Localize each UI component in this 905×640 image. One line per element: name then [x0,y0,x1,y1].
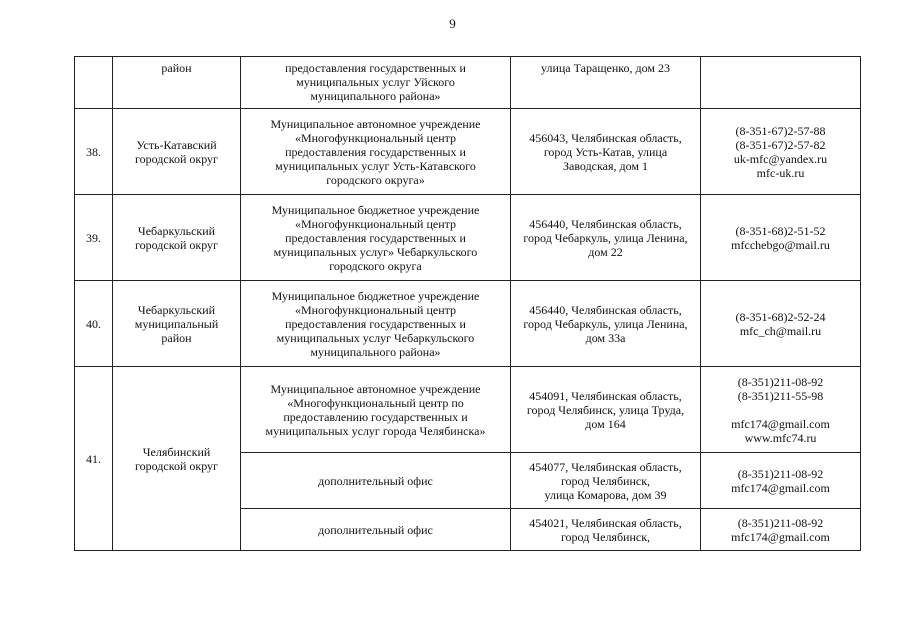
row-number: 38. [75,109,113,195]
address-line: 456043, Челябинская область, [529,130,682,145]
organization-line: Муниципальное автономное учреждение [270,116,481,131]
email-address: mfcchebgo@mail.ru [731,237,830,252]
email-address: mfc174@gmail.com [731,416,830,431]
district-line: Усть-Катавский [136,137,217,152]
organization-line: «Многофункциональный центр [294,216,457,231]
address-line: город Усть-Катав, улица [543,144,668,159]
email-address: mfc174@gmail.com [731,529,830,544]
address-line: дом 22 [588,244,623,259]
address-line: город Чебаркуль, улица Ленина, [523,316,688,331]
phone-number: (8-351-67)2-57-88 [735,123,826,138]
district-cell [113,367,241,551]
phone-number: (8-351)211-08-92 [737,515,824,530]
table-row [75,57,861,109]
organization-line: предоставления государственных и [285,230,466,245]
phone-number: (8-351)211-08-92 [737,466,824,481]
organization-line: муниципальных услуг города Челябинска» [265,423,486,438]
organization-line: муниципального района» [310,344,441,359]
organization-line: «Многофункциональный центр по [287,395,464,410]
organization-line: муниципальных услуг» Чебаркульского [273,244,478,259]
organization-line: предоставления государственных и [285,61,466,75]
row-number: 41. [75,367,113,551]
table-row [75,367,861,453]
district-cell [113,57,241,109]
email-address: mfc174@gmail.com [731,480,830,495]
address-cell [511,195,701,281]
mfc-directory-table [74,56,861,551]
organization-line: предоставления государственных и [285,144,466,159]
organization-line: дополнительный офис [318,473,433,488]
email-address: mfc_ch@mail.ru [739,323,822,338]
phone-number: (8-351)211-08-92 [737,374,824,389]
contacts-cell [701,509,861,551]
organization-line: дополнительный офис [318,522,433,537]
organization-line: Муниципальное автономное учреждение [270,381,481,396]
organization-line: предоставления государственных и [285,316,466,331]
address-line: город Челябинск, улица Труда, [526,402,685,417]
organization-line: предоставлению государственных и [283,409,468,424]
organization-cell [241,57,511,109]
contacts-cell [701,367,861,453]
address-cell [511,281,701,367]
address-line: дом 164 [585,416,626,431]
district-line: городской округ [135,458,218,473]
address-cell [511,109,701,195]
row-number: 39. [75,195,113,281]
table-row [75,281,861,367]
district-line: муниципальный [134,316,219,331]
address-cell [511,453,701,509]
district-line: городской округ [135,237,218,252]
organization-line: муниципальных услуг Уйского [296,75,455,89]
website-address: www.mfc74.ru [744,430,817,445]
district-cell [113,195,241,281]
organization-line: муниципального района» [310,89,441,103]
website-address: mfc-uk.ru [756,165,805,180]
page-number: 9 [449,16,456,31]
address-cell [511,367,701,453]
district-line: Челябинский [142,444,211,459]
address-line: 454021, Челябинская область, [529,515,682,530]
address-line: улица Комарова, дом 39 [544,487,667,502]
table-row [75,195,861,281]
address-line: улица Таращенко, дом 23 [541,61,670,75]
district-line: Чебаркульский [137,302,216,317]
organization-line: городского округа [329,258,422,273]
address-line: Заводская, дом 1 [563,158,648,173]
district-line: район [161,61,192,75]
organization-line: Муниципальное бюджетное учреждение [271,202,480,217]
phone-number: (8-351-67)2-57-82 [735,137,826,152]
contacts-cell [701,453,861,509]
address-line: город Чебаркуль, улица Ленина, [523,230,688,245]
address-line: 454091, Челябинская область, [529,388,682,403]
table-row [75,109,861,195]
address-line: город Челябинск, [560,529,651,544]
phone-number: (8-351-68)2-51-52 [735,223,826,238]
contacts-cell [701,109,861,195]
organization-line: «Многофункциональный центр [294,302,457,317]
organization-cell [241,367,511,453]
organization-cell [241,509,511,551]
organization-line: муниципальных услуг Усть-Катавского [275,158,476,173]
address-line: дом 33а [585,330,626,345]
district-cell [113,281,241,367]
address-line: город Челябинск, [560,473,651,488]
email-address: uk-mfc@yandex.ru [733,151,828,166]
organization-line: Муниципальное бюджетное учреждение [271,288,480,303]
organization-line: муниципальных услуг Чебаркульского [276,330,475,345]
organization-cell [241,195,511,281]
contacts-cell [701,281,861,367]
address-cell [511,57,701,109]
address-line: 456440, Челябинская область, [529,216,682,231]
address-cell [511,509,701,551]
address-line: 456440, Челябинская область, [529,302,682,317]
row-number [75,57,113,109]
organization-cell [241,281,511,367]
address-line: 454077, Челябинская область, [529,459,682,474]
district-line: район [161,330,192,345]
spacer [705,403,856,417]
row-number: 40. [75,281,113,367]
district-line: городской округ [135,151,218,166]
contacts-cell [701,195,861,281]
organization-cell [241,109,511,195]
organization-line: городского округа» [326,172,425,187]
district-line: Чебаркульский [137,223,216,238]
phone-number: (8-351-68)2-52-24 [735,309,826,324]
phone-number: (8-351)211-55-98 [737,388,824,403]
contacts-cell [701,57,861,109]
district-cell [113,109,241,195]
organization-cell [241,453,511,509]
organization-line: «Многофункциональный центр [294,130,457,145]
